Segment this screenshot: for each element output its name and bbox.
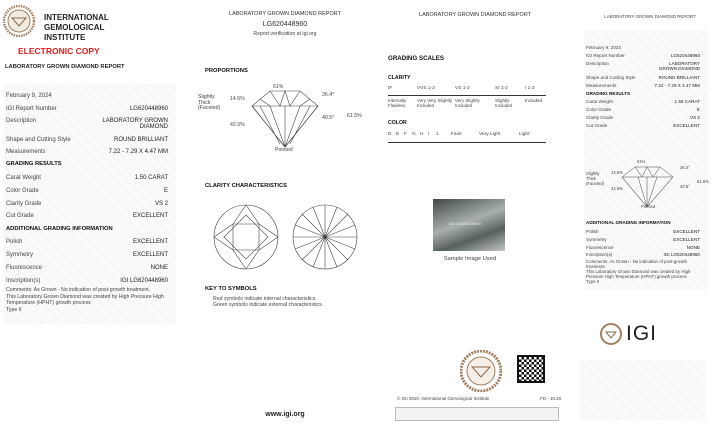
field-value: 1.50 CARAT	[674, 99, 700, 104]
grading-scales-panel	[375, 0, 580, 437]
inscription-image-text: IGI LG620448960	[449, 221, 481, 226]
grading-results-title: GRADING RESULTS	[586, 91, 631, 96]
key-to-symbols-title: KEY TO SYMBOLS	[205, 286, 257, 292]
color-grade: Very Light	[479, 132, 501, 137]
clarity-desc: Slightly Included	[495, 98, 513, 108]
field-row	[6, 137, 168, 143]
comments	[6, 287, 166, 313]
igi-seal-icon	[600, 323, 622, 345]
field-value: E	[163, 188, 168, 194]
field-label: Clarity Grade	[586, 115, 614, 120]
additional-row	[586, 245, 700, 250]
additional-row	[6, 278, 168, 284]
date-value: February 9, 2024	[6, 93, 52, 99]
institute-line: INTERNATIONAL	[44, 13, 109, 22]
grading-row	[586, 123, 700, 128]
comment-line: This Laboratory Grown Diamond was created by High Pressure High Temperature (HPHT) growth process	[586, 269, 691, 279]
clarity-grades	[388, 86, 548, 91]
report-summary-panel	[0, 0, 195, 437]
clarity-grade: VVS 1-2	[417, 86, 435, 91]
field-value: LABORATORY GROWN DIAMOND	[658, 61, 700, 71]
clarity-grade: IF	[388, 86, 393, 91]
total-depth: 61.5%	[347, 113, 362, 119]
field-label: Shape and Cutting Style	[586, 75, 636, 80]
field-value: VS 2	[154, 201, 168, 207]
clarity-desc: Very Slightly Included	[455, 98, 480, 108]
institute-line: GEMOLOGICAL	[44, 23, 105, 32]
clarity-plot-diagram	[213, 203, 363, 273]
divider	[388, 95, 546, 96]
field-row	[6, 149, 168, 155]
grading-results-title: GRADING RESULTS	[6, 161, 62, 167]
clarity-characteristics-title: CLARITY CHARACTERISTICS	[205, 183, 288, 189]
color-grade: D	[388, 132, 392, 137]
field-value: ROUND BRILLIANT	[113, 137, 168, 143]
sample-caption: Sample Image Used	[443, 256, 497, 262]
comments	[586, 259, 702, 284]
report-date	[6, 93, 168, 99]
pavilion-angle: 40.5°	[680, 184, 690, 189]
field-value: E	[696, 107, 700, 112]
field-label: Inscription(s)	[6, 278, 41, 284]
key-lines	[213, 296, 323, 308]
field-value: LABORATORY GROWN DIAMOND	[102, 118, 168, 130]
report-header: LABORATORY GROWN DIAMOND REPORT	[229, 11, 341, 17]
field-value: NONE	[686, 245, 700, 250]
comment-line: This Laboratory Grown Diamond was created by High Pressure High Temperature (HPHT) growth process	[6, 293, 164, 306]
field-label: Inscription(s)	[586, 252, 613, 257]
field-value: EXCELLENT	[673, 237, 700, 242]
clarity-grade: SI 1-2	[495, 86, 508, 91]
grading-row	[6, 201, 168, 207]
field-label: Measurements	[586, 83, 617, 88]
comment-line: Comments: As Grown - No indication of post-growth treatment.	[6, 287, 151, 293]
website-link[interactable]: www.igi.org	[265, 411, 305, 418]
field-label: Carat Weight	[6, 175, 41, 181]
grading-row	[6, 175, 168, 181]
color-grade: H	[420, 132, 424, 137]
proportions-title: PROPORTIONS	[205, 68, 248, 74]
field-value: 7.22 - 7.29 X 4.47 MM	[654, 83, 700, 88]
field-label: Cut Grade	[6, 213, 34, 219]
field-value: EXCELLENT	[673, 229, 700, 234]
field-value: NONE	[150, 265, 168, 271]
clarity-desc: Very Very Slightly Included	[417, 98, 453, 108]
clarity-grade: VS 1-2	[455, 86, 470, 91]
comment-line: Type II	[586, 279, 600, 284]
table-percent: 61%	[273, 84, 284, 90]
field-label: Symmetry	[586, 237, 607, 242]
field-row	[6, 106, 168, 112]
field-value: LG620448960	[670, 53, 700, 58]
comment-line: Type II	[6, 306, 22, 313]
additional-row	[586, 229, 700, 234]
field-value: IGI LG620448960	[663, 252, 700, 257]
report-copy-panel	[580, 0, 720, 437]
report-date	[586, 45, 700, 50]
additional-row	[6, 252, 168, 258]
key-line: Green symbols indicate external characteristics.	[213, 302, 324, 308]
crown-height: 14.5%	[611, 170, 623, 175]
crown-angle: 36.4°	[680, 165, 690, 170]
field-value: VS 2	[690, 115, 700, 120]
grading-row	[586, 99, 700, 104]
girdle-thickness: Slightly Thick (Faceted)	[586, 171, 604, 186]
grading-row	[586, 115, 700, 120]
field-value: EXCELLENT	[132, 239, 168, 245]
grading-row	[6, 188, 168, 194]
field-row	[6, 118, 168, 130]
field-row	[586, 53, 700, 58]
inscription-photo	[433, 199, 505, 251]
clarity-grade: I 1-3	[525, 86, 535, 91]
clarity-desc: Included	[525, 98, 543, 103]
color-scale-title: COLOR	[388, 120, 407, 126]
report-header: LABORATORY GROWN DIAMOND REPORT	[419, 12, 531, 18]
proportions-panel	[195, 0, 375, 437]
additional-info-title: ADDITIONAL GRADING INFORMATION	[586, 220, 671, 225]
crown-angle: 36.4°	[322, 92, 335, 98]
field-value: EXCELLENT	[132, 252, 168, 258]
qr-code[interactable]	[517, 355, 545, 383]
additional-row	[586, 252, 700, 257]
field-label: Color Grade	[586, 107, 612, 112]
field-value: IGI LG620448960	[120, 278, 168, 284]
field-value: EXCELLENT	[132, 213, 168, 219]
field-label: Cut Grade	[586, 123, 608, 128]
field-label: Color Grade	[6, 188, 39, 194]
field-label: Description	[6, 118, 37, 124]
field-label: Fluorescence	[586, 245, 614, 250]
color-grade: Faint	[451, 132, 462, 137]
comment-line: Comments: As Grown - No indication of post-growth treatment.	[586, 259, 688, 269]
field-label: Polish	[6, 239, 23, 245]
field-value: ROUND BRILLIANT	[658, 75, 700, 80]
pavilion-angle: 40.5°	[322, 115, 335, 121]
grading-row	[586, 107, 700, 112]
field-row	[586, 61, 700, 71]
field-row	[586, 83, 700, 88]
field-row	[586, 75, 700, 80]
color-grade: Light	[519, 132, 530, 137]
date-value: February 9, 2024	[586, 45, 621, 50]
copyright: © IGI 2020, International Gemological Institute	[397, 396, 490, 401]
report-header: LABORATORY GROWN DIAMOND REPORT	[604, 14, 696, 19]
field-value: LG620448960	[129, 106, 168, 112]
report-number: LG620448960	[262, 21, 308, 28]
culet: Pointed	[641, 204, 656, 209]
rotated-summary-strip	[580, 360, 705, 420]
pavilion-depth: 42.5%	[230, 122, 245, 128]
grading-row	[6, 213, 168, 219]
additional-row	[6, 239, 168, 245]
clarity-descriptions	[388, 98, 548, 108]
igi-logo-text: IGI	[626, 322, 658, 345]
clarity-desc: Internally Flawless	[388, 98, 407, 108]
report-type: LABORATORY GROWN DIAMOND REPORT	[5, 64, 125, 70]
field-value: EXCELLENT	[673, 123, 700, 128]
color-grade: J	[436, 132, 439, 137]
form-code: FD - 10.20	[540, 396, 562, 401]
pavilion-depth: 42.5%	[611, 186, 623, 191]
color-grades	[388, 132, 548, 137]
crown-height: 14.5%	[230, 96, 245, 102]
field-label: Clarity Grade	[6, 201, 42, 207]
additional-info-title: ADDITIONAL GRADING INFORMATION	[6, 226, 113, 232]
field-label: Fluorescence	[6, 265, 43, 271]
field-label: Shape and Cutting Style	[6, 137, 71, 143]
field-label: IGI Report Number	[6, 106, 57, 112]
color-grade: F	[404, 132, 407, 137]
institute-line: INSTITUTE	[44, 33, 86, 42]
igi-seal-icon	[3, 5, 35, 37]
field-label: Carat Weight	[586, 99, 613, 104]
institute-name	[44, 13, 109, 43]
total-depth: 61.5%	[697, 179, 709, 184]
igi-seal-icon	[460, 350, 502, 392]
divider	[388, 142, 546, 143]
clarity-scale-title: CLARITY	[388, 75, 411, 81]
electronic-copy-label: ELECTRONIC COPY	[18, 46, 100, 56]
field-label: Polish	[586, 229, 599, 234]
color-grade: G	[412, 132, 416, 137]
field-label: Measurements	[6, 149, 46, 155]
culet: Pointed	[275, 147, 293, 153]
table-percent: 61%	[637, 159, 646, 164]
additional-row	[586, 237, 700, 242]
field-label: Description	[586, 61, 609, 66]
color-grade: E	[396, 132, 400, 137]
key-line: Red symbols indicate internal characteristics.	[213, 296, 317, 302]
field-value: 7.22 - 7.29 X 4.47 MM	[108, 149, 168, 155]
field-label: Symmetry	[6, 252, 33, 258]
additional-row	[6, 265, 168, 271]
verification-link[interactable]: Report verification at igi.org	[253, 31, 317, 37]
grading-scales-title: GRADING SCALES	[388, 55, 445, 62]
security-notice-box	[395, 407, 559, 421]
color-grade: I	[428, 132, 430, 137]
girdle-thickness: Slightly Thick (Faceted)	[198, 94, 221, 111]
field-label: IGI Report Number	[586, 53, 625, 58]
field-value: 1.50 CARAT	[134, 175, 168, 181]
